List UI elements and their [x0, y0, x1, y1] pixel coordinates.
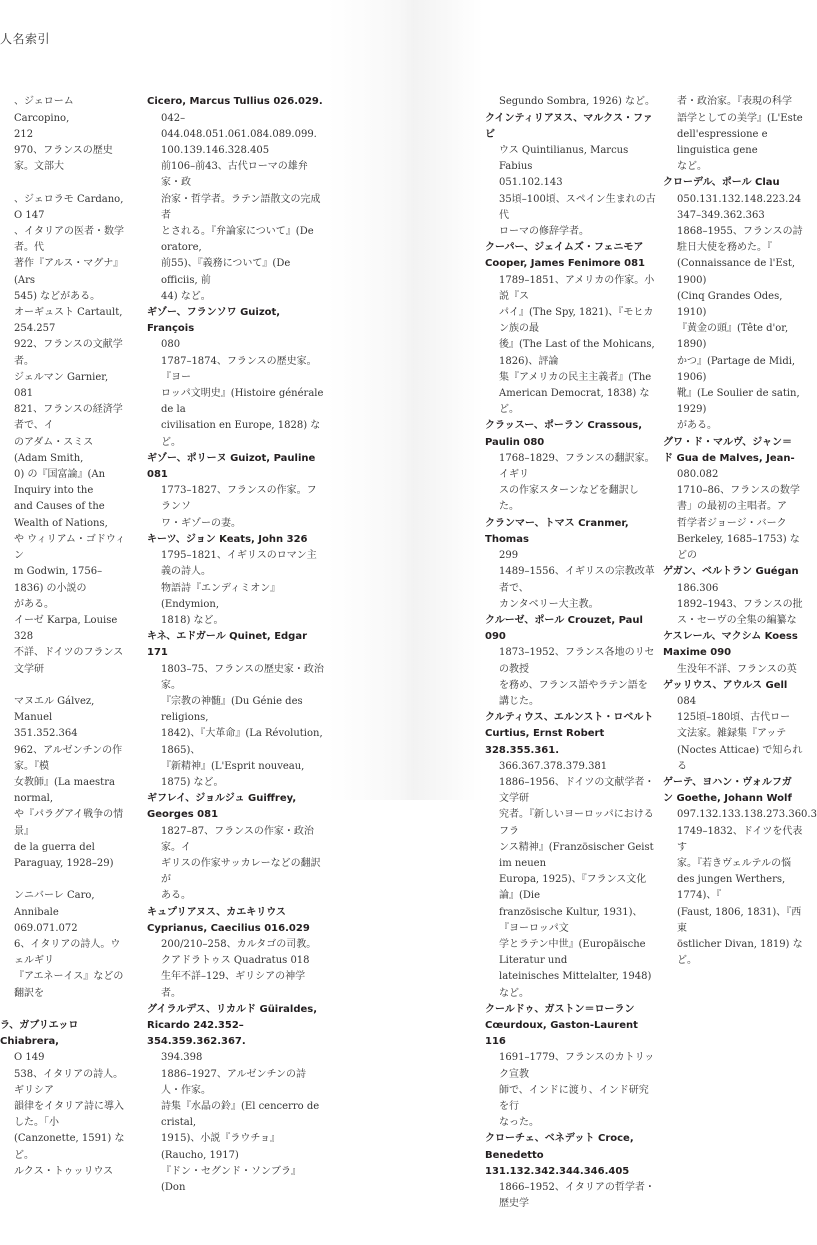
index-line: 者・政治家。『表現の科学 [677, 96, 792, 108]
index-line: (Cinq Grandes Odes, 1910) [677, 290, 786, 319]
index-line: クインティリアヌス、マルクス・ファビ [485, 112, 653, 140]
index-line: 書」の最初の主唱者。ア [677, 501, 787, 513]
index-line: des jungen Werthers, 1774)、『 [677, 874, 789, 902]
index-line: ジェルマン Garnier, [14, 371, 109, 383]
index-line: クローチェ、ベネデット Croce, [485, 1133, 634, 1145]
index-line: 100.139.146.328.405 [161, 145, 270, 157]
index-line [0, 872, 128, 888]
index-line: クアドラトゥス Quadratus 018 [161, 955, 310, 967]
index-line: がある。 [677, 420, 717, 432]
index-line: ギフレイ、ジョルジュ Guiffrey, [147, 793, 297, 805]
index-line: 物語詩『エンディミオン』(Endymion, [161, 582, 281, 610]
index-line: 靴』(Le Soulier de satin, 1929) [677, 388, 803, 416]
index-line: m Godwin, 1756–1836) の小説の [14, 566, 103, 594]
index-line: 、ジェローム Carcopino, [14, 96, 77, 124]
index-line: グワ・ド・マルヴ、ジャン＝ [663, 436, 792, 448]
index-line: 生年不詳–129、ギリシアの神学者。 [161, 971, 306, 999]
index-line: ゲッリウス、アウルス Gell [663, 679, 788, 691]
index-line: スの作家スターンなどを翻訳した。 [499, 485, 639, 513]
index-line: 1866–1952、イタリアの哲学者・歴史学 [499, 1182, 655, 1210]
index-line: クラッスー、ポーラン Crassous, [485, 420, 643, 432]
index-line: キネ、エドガール Quinet, Edgar 171 [147, 631, 311, 659]
index-line: 1842)、『大革命』(La Révolution, 1865)、 [161, 728, 326, 756]
index-line: ンニバーレ Caro, Annibale [14, 890, 98, 918]
index-line: (Canzonette, 1591) など。 [14, 1133, 125, 1161]
index-line: 語学としての美学』(L'Este [677, 112, 803, 124]
index-line: 哲学者ジョージ・バーク [677, 517, 787, 529]
page-gutter [328, 0, 483, 800]
index-line: ギゾー、ポリーヌ Guizot, Pauline 081 [147, 452, 319, 481]
index-line: ギリスの作家サッカレーなどの翻訳が [161, 857, 321, 886]
index-line: 1789–1851、アメリカの作家。小説『ス [499, 274, 655, 302]
index-line: Ricardo 242.352–354.359.362.367. [147, 1019, 246, 1048]
index-line: 538、イタリアの詩人。ギリシア [14, 1068, 124, 1096]
index-line: ド Gua de Malves, Jean- [663, 452, 795, 464]
index-line: 1886–1956、ドイツの文献学者・文学研 [499, 776, 655, 805]
index-line: 家。『若きヴェルテルの悩 [677, 857, 792, 869]
index-line: 35頃–100頃、スペイン生まれの古代 [499, 193, 656, 221]
index-line: 1773–1827、フランスの作家。フランソ [161, 485, 317, 513]
index-line: ゲガン、ベルトラン Guégan [663, 566, 799, 578]
index-line: 1787–1874、フランスの歴史家。『ヨー [161, 355, 317, 383]
index-line: 詩集『水晶の鈴』(El cencerro de cristal, [161, 1101, 323, 1129]
index-line: がある。 [14, 598, 54, 610]
index-line: 不詳、ドイツのフランス文学研 [14, 647, 124, 675]
index-line: 『新精神』(L'Esprit nouveau, 1875) など。 [161, 760, 308, 788]
index-line: 『宗教の神髄』(Du Génie des religions, [161, 695, 306, 724]
index-line: 1803–75、フランスの歴史家・政治家。 [161, 663, 324, 691]
index-line: civilisation en Europe, 1828) など。 [161, 420, 321, 448]
index-line: 097.132.133.138.273.360.3 [677, 809, 817, 821]
index-line: Paulin 080 [485, 436, 545, 448]
header-title: 人名索引 [0, 32, 51, 46]
index-line: 1886–1927、アルゼンチンの詩人・作家。 [161, 1068, 306, 1096]
index-line: 299 [499, 550, 519, 562]
index-line: (Faust, 1806, 1831)、『西東 [677, 906, 802, 934]
index-line: を務め、フランス語やラテン語を講じた。 [499, 679, 648, 707]
index-line: 1691–1779、フランスのカトリック宣教 [499, 1052, 655, 1080]
index-line: パイ』(The Spy, 1821)、『モヒカン族の最 [499, 307, 654, 335]
index-line: クールドゥ、ガストン＝ローラン [485, 1003, 635, 1015]
index-line: 1868–1955、フランスの詩 [677, 226, 803, 238]
index-line: 1749–1832、ドイツを代表す [677, 825, 803, 853]
index-line: なった。 [499, 1117, 539, 1129]
index-line: クルティウス、エルンスト・ロベルト [485, 712, 654, 724]
index-line: など。 [677, 161, 707, 173]
index-line: 1818) など。 [161, 614, 224, 626]
index-line: 1873–1952、フランス各地のリセの教授 [499, 647, 655, 675]
index-line: ス・セーヴの全集の編纂な [677, 614, 797, 626]
index-line: 545) などがある。 [14, 290, 101, 302]
index-line: 1768–1829、フランスの翻訳家。イギリ [499, 452, 655, 481]
index-line: and Causes of the Wealth of Nations, [14, 501, 108, 529]
index-line: 集『アメリカの民主主義者』(The [499, 371, 652, 383]
index-line: や『パラグアイ戦争の情景』 [14, 809, 124, 837]
index-line: イーゼ Karpa, Louise 328 [14, 614, 121, 643]
index-line: クローデル、ポール Clau [663, 177, 780, 189]
index-line: 962、アルゼンチンの作家。『模 [14, 744, 123, 772]
index-line: 366.367.378.379.381 [499, 760, 608, 772]
index-line: ケスレール、マクシム Koess [663, 631, 798, 643]
index-line: lateinisches Mittelalter, 1948) など。 [499, 971, 655, 999]
index-line: 女教師』(La maestra normal, [14, 776, 119, 805]
index-line: ギゾー、フランソワ Guizot, François [147, 307, 284, 335]
index-line: 師で、インドに渡り、インド研究を行 [499, 1084, 649, 1112]
index-line: Europa, 1925)、『フランス文化論』(Die [499, 874, 647, 902]
index-line: キュプリアヌス、カエキリウス [147, 906, 286, 918]
index-line: 前106–前43、古代ローマの雄弁家・政 [161, 161, 308, 189]
index-line: ゲーテ、ヨハン・ヴォルフガ [663, 776, 792, 788]
index-column-4 [663, 62, 817, 1002]
index-line: ラ、ガブリエッロ Chiabrera, [0, 1019, 82, 1048]
index-line: のアダム・スミス (Adam Smith, [14, 436, 97, 464]
index-line [0, 175, 128, 191]
index-line: 1892–1943、フランスの批 [677, 598, 803, 610]
index-line: 『黄金の頭』(Tête d'or, 1890) [677, 323, 792, 351]
index-line: 069.071.072 [14, 922, 78, 934]
index-line: クランマー、トマス Cranmer, Thomas [485, 517, 633, 545]
index-line: 347–349.362.363 [677, 209, 765, 221]
index-line: (Noctes Atticae) で知られる [677, 744, 803, 772]
running-header [0, 30, 50, 47]
index-line: östlicher Divan, 1819) など。 [677, 938, 803, 967]
index-line: 1827–87、フランスの作家・政治家。イ [161, 825, 314, 853]
index-line: ロッパ文明史』(Histoire générale de la [161, 388, 327, 416]
index-line: Curtius, Ernst Robert 328.355.361. [485, 728, 608, 756]
index-line: Cicero, Marcus Tullius 026.029. [147, 96, 323, 108]
index-line: 1710–86、フランスの数学 [677, 485, 800, 497]
index-line: 1915)、小説『ラウチョ』(Raucho, 1917) [161, 1133, 281, 1161]
index-line: 1489–1556、イギリスの宗教改革者で、 [499, 566, 655, 594]
index-line: (Connaissance de l'Est, 1900) [677, 258, 799, 286]
index-column-3 [485, 62, 657, 1245]
index-line: 080 [161, 339, 181, 351]
index-line [0, 1002, 128, 1018]
index-line: Cooper, James Fenimore 081 [485, 258, 645, 270]
index-line: 042–044.048.051.061.084.089.099. [161, 112, 317, 140]
index-line: Maxime 090 [663, 647, 732, 659]
index-line: Cyprianus, Caecilius 016.029 [147, 922, 310, 934]
index-line: 050.131.132.148.223.24 [677, 193, 802, 205]
index-line: dell'espressione e linguistica gene [677, 128, 771, 157]
index-line: ンス精神』(Französischer Geist im neuen [499, 841, 657, 869]
index-line: ン Goethe, Johann Wolf [663, 793, 792, 805]
index-line: Berkeley, 1685–1753) などの [677, 533, 800, 562]
index-line: とされる。『弁論家について』(De oratore, [161, 226, 317, 254]
index-line: キーツ、ジョン Keats, John 326 [147, 533, 308, 545]
index-line: O 149 [14, 1052, 45, 1064]
index-line: 922、フランスの文献学者。 [14, 339, 123, 367]
index-line: クルーゼ、ポール Crouzet, Paul 090 [485, 614, 647, 643]
index-line: American Democrat, 1838) など。 [499, 388, 650, 416]
index-line: 『アエネーイス』などの翻訳を [14, 971, 124, 999]
index-line: 後』(The Last of the Mohicans, 1826)、評論 [499, 339, 658, 367]
index-line: 駐日大使を務めた。『 [677, 242, 772, 254]
index-line: Segundo Sombra, 1926) など。 [499, 96, 656, 108]
index-line [0, 678, 128, 694]
index-line: 学とラテン中世』(Europäische Literatur und [499, 938, 649, 967]
index-line: 44) など。 [161, 290, 211, 302]
index-line: Georges 081 [147, 809, 219, 821]
index-line: オーギュスト Cartault, [14, 307, 123, 319]
index-line: ある。 [161, 890, 191, 902]
index-line: や ウィリアム・ゴドウィン [14, 533, 126, 562]
index-line: クーパー、ジェイムズ・フェニモア [485, 242, 644, 254]
index-line: 821、フランスの経済学者で、イ [14, 404, 123, 432]
index-line: ウス Quintilianus, Marcus Fabius [499, 145, 632, 173]
index-line: 254.257 [14, 323, 56, 335]
index-line: 、ジェロラモ Cardano, [14, 193, 124, 205]
index-line: ワ・ギゾーの妻。 [161, 517, 241, 529]
index-line: 394.398 [161, 1052, 203, 1064]
index-column-1 [0, 62, 128, 1212]
index-line: 0) の『国富論』(An Inquiry into the [14, 469, 109, 497]
index-line: 韻律をイタリア詩に導入した。「小 [14, 1101, 124, 1129]
index-line: 生没年不詳、フランスの英 [677, 663, 797, 675]
index-line: 212 [14, 128, 34, 140]
index-line: かつ』(Partage de Midi, 1906) [677, 355, 799, 383]
index-line: 080.082 [677, 469, 719, 481]
index-line: 081 [14, 388, 34, 400]
index-line: 文法家。雑録集『アッテ [677, 728, 787, 740]
index-line: 前55)、『義務について』(De officiis, 前 [161, 258, 294, 286]
index-line: 125頃–180頃、古代ロー [677, 712, 791, 724]
index-line: 、イタリアの医者・数学者。代 [14, 226, 124, 254]
index-line: 究者。『新しいヨーロッパにおけるフラ [499, 809, 654, 837]
index-line: 1795–1821、イギリスのロマン主義の詩人。 [161, 550, 317, 578]
index-line: französische Kultur, 1931)、『ヨーロッパ文 [499, 906, 643, 934]
index-line: 200/210–258、カルタゴの司教。 [161, 938, 317, 950]
index-line: 186.306 [677, 582, 719, 594]
index-line: マヌエル Gálvez, Manuel [14, 695, 98, 724]
index-line: カンタベリー大主教。 [499, 598, 599, 610]
index-line: ルクス・トゥッリウス [14, 1165, 114, 1177]
index-line: 著作『アルス・マグナ』(Ars [14, 258, 124, 286]
index-line: Cœurdoux, Gaston-Laurent 116 [485, 1019, 642, 1048]
index-line: 084 [677, 695, 697, 707]
index-line: de la guerra del Paraguay, 1928–29) [14, 841, 114, 869]
index-line: 6、イタリアの詩人。ウェルギリ [14, 938, 121, 967]
index-line: ローマの修辞学者。 [499, 226, 589, 238]
index-column-2 [147, 62, 325, 1229]
index-line: 『ドン・セグンド・ソンブラ』(Don [161, 1165, 301, 1194]
index-line: 治家・哲学者。ラテン語散文の完成者 [161, 193, 321, 221]
index-line: 051.102.143 [499, 177, 563, 189]
index-line: グイラルデス、リカルド Güiraldes, [147, 1003, 318, 1015]
index-line: Benedetto 131.132.342.344.346.405 [485, 1149, 630, 1177]
index-line: 970、フランスの歴史家。文部大 [14, 145, 113, 173]
index-line: 351.352.364 [14, 728, 78, 740]
index-line: O 147 [14, 209, 45, 221]
